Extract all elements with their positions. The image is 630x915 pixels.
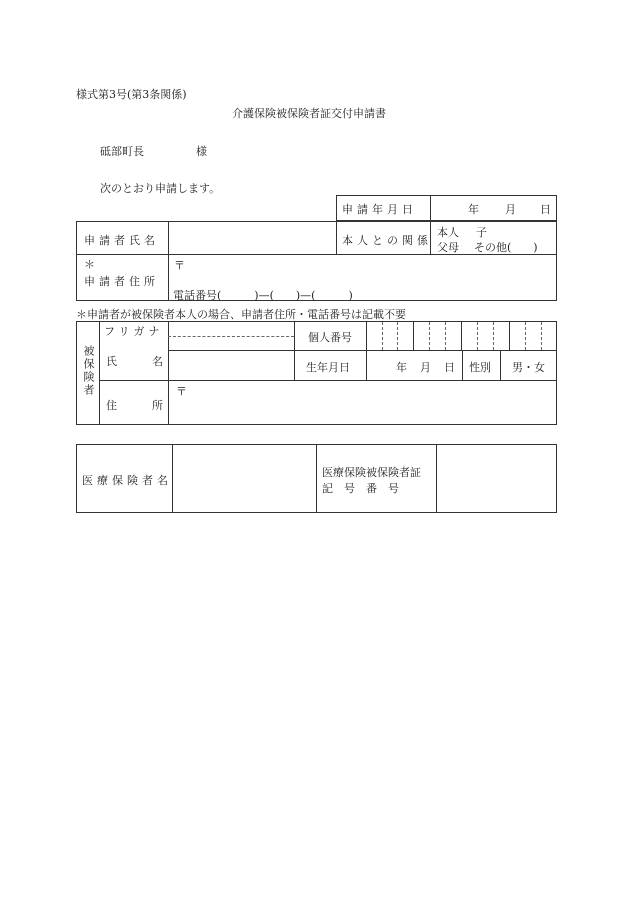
birth-day-label: 日 xyxy=(444,361,455,374)
insured-address-label-1: 住 xyxy=(106,399,117,412)
card-label-line1: 医療保険被保険者証 xyxy=(322,466,421,479)
form-number: 様式第3号(第3条関係) xyxy=(76,88,187,101)
card-number-field[interactable] xyxy=(437,445,556,512)
application-date-field[interactable] xyxy=(431,196,556,220)
applicant-name-label: 申請者氏名 xyxy=(84,234,159,247)
relation-option-self[interactable]: 本人 xyxy=(437,226,459,239)
sex-label: 性別 xyxy=(469,361,491,374)
relation-option-child[interactable]: 子 xyxy=(476,226,487,239)
applicant-name-field[interactable] xyxy=(169,222,335,253)
application-date-label: 申請年月日 xyxy=(342,203,417,216)
applicant-address-field[interactable] xyxy=(186,256,556,284)
honorific: 様 xyxy=(196,145,207,158)
insured-name-label-2: 名 xyxy=(152,355,163,368)
date-month-label: 月 xyxy=(505,203,516,216)
sex-select[interactable]: 男・女 xyxy=(512,361,545,374)
date-year-label: 年 xyxy=(468,203,479,216)
relation-option-parent[interactable]: 父母 xyxy=(437,241,459,254)
insured-address-field[interactable] xyxy=(188,381,556,424)
personal-number-label: 個人番号 xyxy=(308,331,352,344)
applicant-address-label: 申請者住所 xyxy=(84,275,159,288)
insured-section-label: 被保険者 xyxy=(82,345,95,397)
personal-number-field[interactable] xyxy=(367,322,556,349)
note-text: ＊申請者が被保険者本人の場合、申請者住所・電話番号は記載不要 xyxy=(76,308,406,321)
address-star: ＊ xyxy=(84,258,95,271)
postal-mark: 〒 xyxy=(174,259,185,272)
date-day-label: 日 xyxy=(540,203,551,216)
insured-name-field[interactable] xyxy=(169,337,293,379)
medical-insurer-label: 医療保険者名 xyxy=(82,474,172,487)
intro-text: 次のとおり申請します。 xyxy=(100,182,221,195)
addressee: 砥部町長 xyxy=(100,145,144,158)
birth-month-label: 月 xyxy=(420,361,431,374)
card-label-line2: 記 号 番 号 xyxy=(322,482,399,495)
birth-year-label: 年 xyxy=(396,361,407,374)
birth-date-label: 生年月日 xyxy=(306,361,350,374)
page-title: 介護保険被保険者証交付申請書 xyxy=(232,107,386,120)
relation-option-other[interactable]: その他( ) xyxy=(474,241,538,254)
insured-name-label-1: 氏 xyxy=(106,355,117,368)
insured-postal-mark: 〒 xyxy=(176,385,187,398)
relation-label: 本人との関係 xyxy=(342,234,432,247)
medical-insurer-field[interactable] xyxy=(173,445,315,512)
phone-number-field[interactable]: 電話番号( )—( )—( ) xyxy=(173,289,353,302)
insured-address-label-2: 所 xyxy=(152,399,163,412)
furigana-label: フリガナ xyxy=(104,325,164,338)
furigana-field[interactable] xyxy=(169,322,293,335)
